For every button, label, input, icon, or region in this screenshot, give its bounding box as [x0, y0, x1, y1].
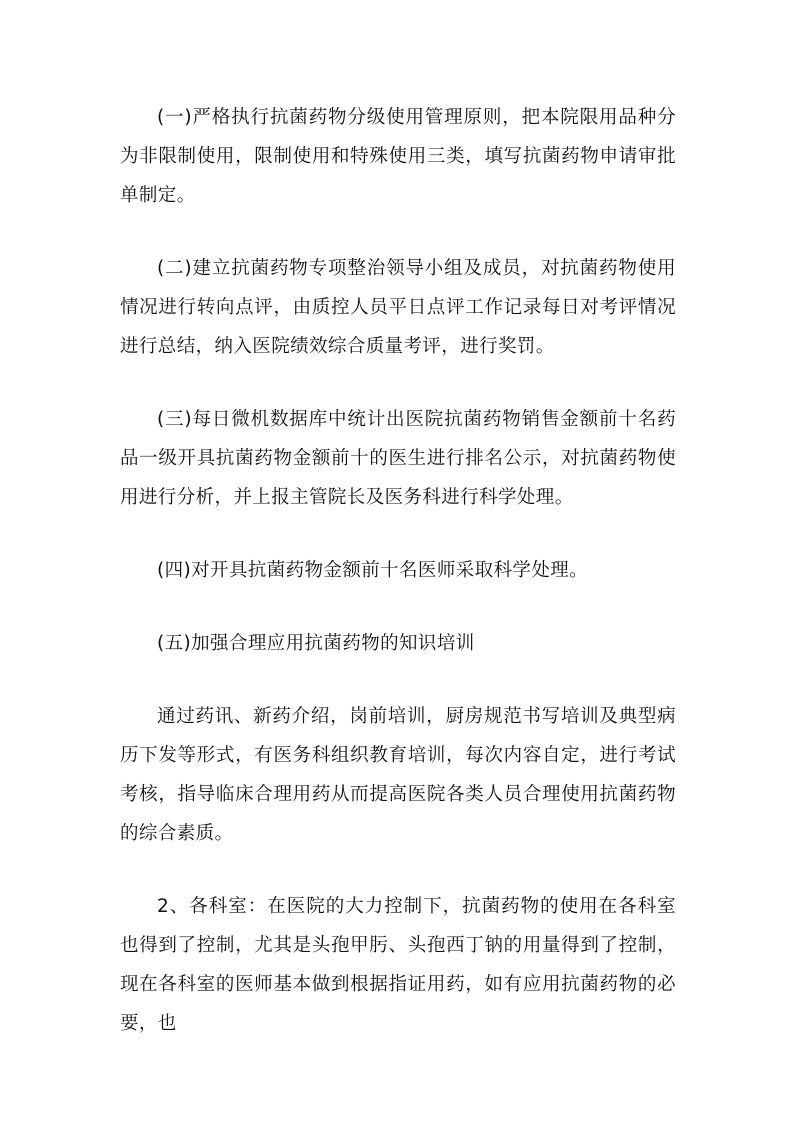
- paragraph-item-2: (二)建立抗菌药物专项整治领导小组及成员，对抗菌药物使用情况进行转向点评，由质控人员平日点评工作记录每日对考评情况进行总结，纳入医院绩效综合质量考评，进行奖罚。: [120, 258, 676, 357]
- paragraph-item-4: (四)对开具抗菌药物金额前十名医师采取科学处理。: [157, 560, 589, 581]
- document-body: [120, 98, 676, 1077]
- paragraph-training-methods: 通过药讯、新药介绍，岗前培训，厨房规范书写培训及典型病历下发等形式，有医务科组织教育培训，每次内容自定，进行考试考核，指导临床合理用药从而提高医院各类人员合理使用抗菌药物的综合素质。: [120, 706, 676, 844]
- paragraph-departments: 2、各科室：在医院的大力控制下，抗菌药物的使用在各科室也得到了控制，尤其是头孢甲肟、头孢西丁钠的用量得到了控制，现在各科室的医师基本做到根据指证用药，如有应用抗菌药物的必要，也: [120, 896, 676, 1034]
- paragraph-item-3: (三)每日微机数据库中统计出医院抗菌药物销售金额前十名药品一级开具抗菌药物金额前十的医生进行排名公示，对抗菌药物使用进行分析，并上报主管院长及医务科进行科学处理。: [120, 409, 676, 508]
- paragraph-item-1: (一)严格执行抗菌药物分级使用管理原则，把本院限用品种分为非限制使用，限制使用和特殊使用三类，填写抗菌药物申请审批单制定。: [120, 107, 676, 206]
- paragraph-item-5: (五)加强合理应用抗菌药物的知识培训: [157, 633, 475, 654]
